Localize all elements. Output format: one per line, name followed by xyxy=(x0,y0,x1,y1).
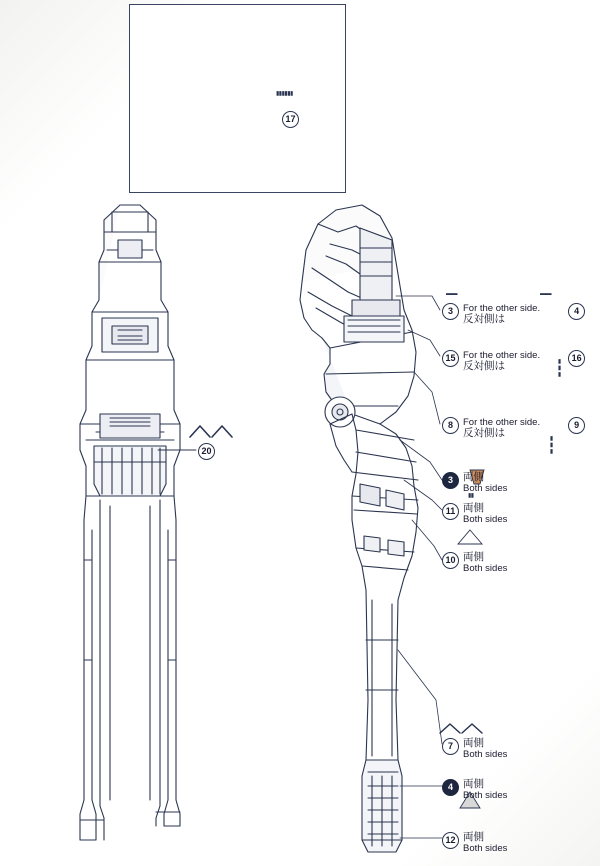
annotation-text-jp: 両側 xyxy=(463,778,484,790)
annotation-text-en: Both sides xyxy=(463,563,508,574)
annotation-text-jp: 反対側は xyxy=(463,427,505,439)
annotation-text-en: Both sides xyxy=(463,843,508,854)
part-bubble: 11 xyxy=(442,503,459,520)
part-bubble-right: 4 xyxy=(568,303,585,320)
annotation-both-sides-12 xyxy=(442,832,507,854)
part-bubble: 12 xyxy=(442,832,459,849)
annotation-text-en: For the other side. xyxy=(463,350,541,361)
part-bubble: 10 xyxy=(442,552,459,569)
runner-mark-a2-right: ▮▮▮ xyxy=(556,358,562,378)
annotation-text-jp: 両側 xyxy=(463,471,484,483)
annotation-text-jp: 両側 xyxy=(463,831,484,843)
annotation-text-en: Both sides xyxy=(463,483,508,494)
runner-mark-inset: ▮▮▮▮▮▮ xyxy=(276,91,293,97)
part-bubble-left: 15 xyxy=(442,350,459,367)
part-bubble: 7 xyxy=(442,738,459,755)
part-bubble-right: 16 xyxy=(568,350,585,367)
annotation-text-en: Both sides xyxy=(463,514,508,525)
runner-mark-a3-right: ▮▮▮ xyxy=(548,435,554,455)
annotation-text-jp: 両側 xyxy=(463,502,484,514)
annotation-text-jp: 両側 xyxy=(463,737,484,749)
annotation-text-jp: 両側 xyxy=(463,551,484,563)
part-bubble: 3 xyxy=(442,472,459,489)
part-bubble: 4 xyxy=(442,779,459,796)
annotation-text-jp: 反対側は xyxy=(463,313,505,325)
runner-mark-a1-right: ▬▬ xyxy=(540,291,551,297)
annotation-text xyxy=(463,832,507,854)
annotation-text xyxy=(463,779,507,801)
callout-bubble: 17 xyxy=(282,111,299,128)
part-bubble-left: 3 xyxy=(442,303,459,320)
callout-bubble: 20 xyxy=(198,443,215,460)
annotation-text-en: Both sides xyxy=(463,790,508,801)
part-bubble-right: 9 xyxy=(568,417,585,434)
annotation-text-jp: 反対側は xyxy=(463,360,505,372)
annotation-text-en: Both sides xyxy=(463,749,508,760)
annotation-text-en: For the other side. xyxy=(463,303,541,314)
annotation-text-en: For the other side. xyxy=(463,417,541,428)
runner-mark-a5: ▮▮ xyxy=(468,493,474,499)
runner-mark-a1-left: ▬▬ xyxy=(446,291,457,297)
annotation-both-sides-4 xyxy=(442,779,507,801)
part-bubble-left: 8 xyxy=(442,417,459,434)
